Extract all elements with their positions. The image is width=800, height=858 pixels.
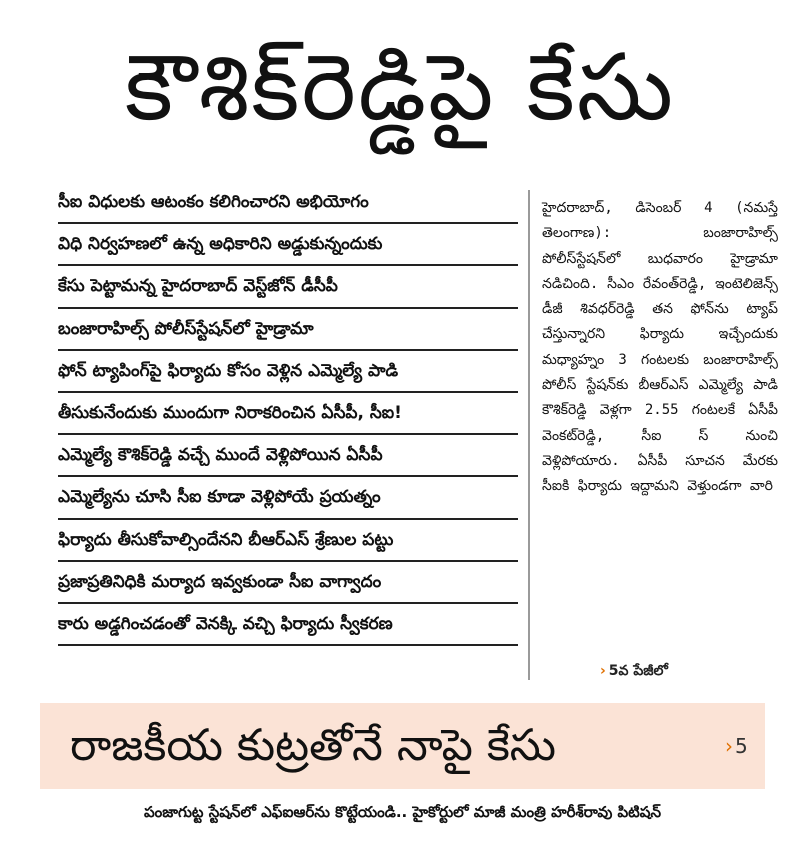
- subhead-line: బంజారాహిల్స్‌ పోలీస్‌స్టేషన్‌లో హైడ్రామా: [58, 309, 518, 351]
- column-divider: [528, 190, 530, 680]
- story-body: [542, 196, 778, 500]
- subhead-line: తీసుకునేందుకు ముందుగా నిరాకరించిన ఏసీపీ, సీఐ!: [58, 393, 518, 435]
- subhead-line: ఫిర్యాదు తీసుకోవాల్సిందేనని బీఆర్‌ఎస్‌ శ్రేణుల పట్టు: [58, 520, 518, 562]
- page-number: 5: [735, 734, 748, 758]
- subhead-line: ఎమ్మెల్యే కౌశిక్‌రెడ్డి వచ్చే ముందే వెళ్లిపోయిన ఏసీపీ: [58, 435, 518, 477]
- subhead-line: ఫోన్‌ ట్యాపింగ్‌పై ఫిర్యాదు కోసం వెళ్లిన ఎమ్మెల్యే పాడి: [58, 351, 518, 393]
- subhead-line: విధి నిర్వహణలో ఉన్న అధికారిని అడ్డుకున్నందుకు: [58, 224, 518, 266]
- related-story-band: [40, 703, 765, 789]
- subhead-line: సీఐ విధులకు ఆటంకం కలిగించారని అభియోగం: [58, 182, 518, 224]
- bottom-headline: పంజాగుట్ట స్టేషన్‌లో ఎఫ్‌ఐఆర్‌ను కొట్టేయండి.. హైకోర్టులో మాజీ మంత్రి హరీశ్‌రావు పిటిషన్‌: [144, 803, 661, 821]
- related-story-title: రాజకీయ కుట్రతోనే నాపై కేసు: [70, 720, 556, 771]
- story-text: హైదరాబాద్‌, డిసెంబర్‌ 4 (నమస్తే తెలంగాణ): బంజారాహిల్స్‌ పోలీస్‌స్టేషన్‌లో బుధవారం హైడ్రామా నడిచింది. సీఎం రేవంత్‌రెడ్డి, ఇంటెలిజెన్స్‌ డీజీ శివధర్‌రెడ్డి తన ఫోన్‌ను ట్యాప్‌ చేస్తున్నారని ఫిర్యాదు ఇచ్చేందుకు మధ్యాహ్నం 3 గంటలకు బంజారాహిల్స్‌ పోలీస్‌ స్టేషన్‌కు బీఆర్‌ఎస్‌ ఎమ్మెల్యే పాడి కౌశిక్‌రెడ్డి వెళ్లగా 2.55 గంటలకే ఏసీపీ వెంకట్‌రెడ్డి, సీఐ స్‌ నుంచి వెళ్లిపోయారు. ఏసీపీ సూచన మేరకు సీఐకి ఫిర్యాదు ఇద్దామని వెళ్తుండగా వారి: [542, 200, 778, 495]
- subhead-line: ప్రజాప్రతినిధికి మర్యాద ఇవ్వకుండా సీఐ వాగ్వాదం: [58, 562, 518, 604]
- chevron-right-icon: ›: [600, 663, 606, 679]
- chevron-right-icon: ›: [725, 734, 733, 758]
- headline: కౌశిక్‌రెడ్డిపై కేసు: [124, 34, 676, 141]
- subhead-line: కేసు పెట్టామన్న హైదరాబాద్‌ వెస్ట్‌జోన్‌ డీసీపీ: [58, 266, 518, 308]
- continue-link[interactable]: [600, 663, 668, 682]
- subhead-list: [58, 182, 518, 646]
- subhead-line: ఎమ్మెల్యేను చూసి సీఐ కూడా వెళ్లిపోయే ప్రయత్నం: [58, 477, 518, 519]
- subhead-line: కారు అడ్డగించడంతో వెనక్కి వచ్చి ఫిర్యాదు స్వీకరణ: [58, 604, 518, 646]
- continue-label: 5వ పేజీలో: [608, 663, 668, 679]
- related-story-page-ref[interactable]: [725, 703, 748, 789]
